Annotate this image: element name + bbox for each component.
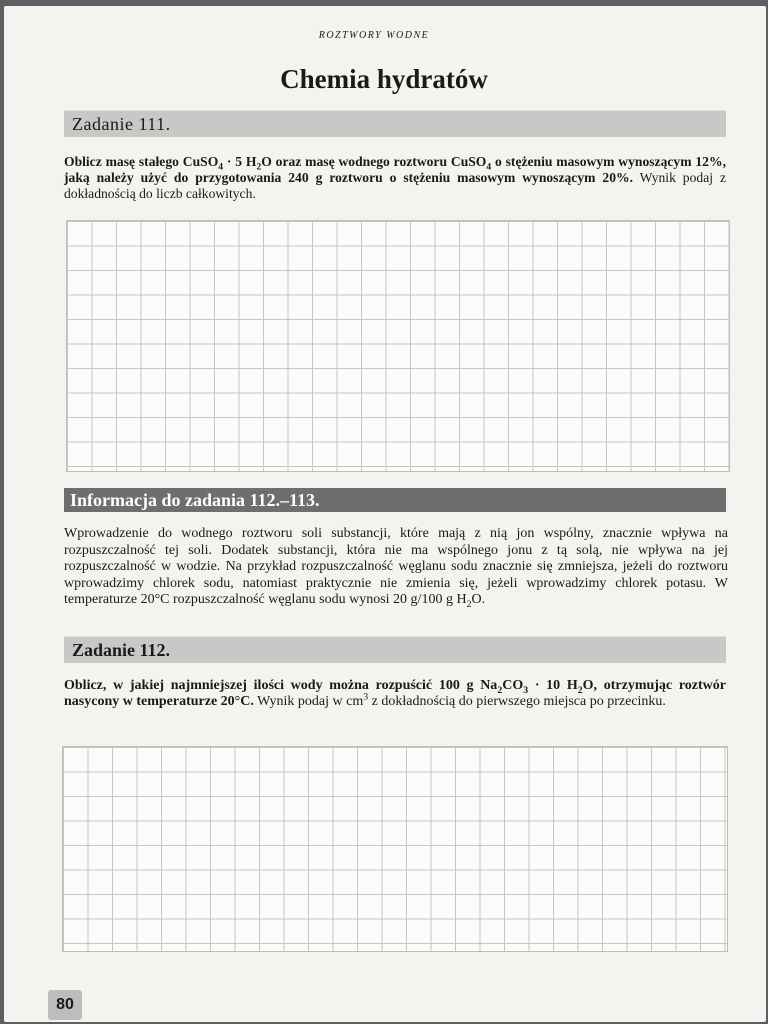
task-112-header <box>64 636 726 663</box>
info-heading: Informacja do zadania 112.–113. <box>70 490 320 510</box>
running-head: ROZTWORY WODNE <box>318 30 430 41</box>
answer-grid-111[interactable] <box>66 220 730 472</box>
info-112-113-text: Wprowadzenie do wodnego roztworu soli substancji, które mają z nią jon wspólny, znacznie wpływa na rozpuszczalność tej soli. Dodatek substancji, która nie ma wspólnego jonu z tą solą, nie wpływa na jej rozpuszczalność w wodzie. Na przykład rozpuszczalność węglanu sodu znacznie się zmniejsza, jeżeli do roztworu wprowadzimy chlorek sodu, natomiast praktycznie nie zmienia się, jeżeli wprowadzimy chlorek potasu. W temperaturze 20°C rozpuszczalność węglanu sodu wynosi 20 g/100 g $H_2O$. <box>64 526 728 610</box>
task-111-header <box>64 110 726 137</box>
info-112-113-header <box>64 488 726 512</box>
page-number: 80 <box>48 990 82 1020</box>
task-111-text: Oblicz masę stałego CuSO$_4$ · 5 $H_2O$ oraz masę wodnego roztworu CuSO$_4$ o stężeniu masowym wynoszącym 12%, jaką należy użyć do przygotowania 240 g roztworu o stężeniu masowym wynoszącym 20%. Wynik podaj z dokładnością do liczb całkowitych. <box>64 154 726 201</box>
workbook-page <box>4 6 766 1022</box>
task-111-heading: Zadanie 111. <box>72 114 171 134</box>
answer-grid-112[interactable] <box>62 746 728 952</box>
task-112-heading: Zadanie 112. <box>72 640 171 660</box>
page-title: Chemia hydratów <box>280 64 488 94</box>
task-112-text: Oblicz, w jakiej najmniejszej ilości wody można rozpuścić 100 g $Na_2CO_3 \cdot 10$ $H_2O$, otrzymując roztwór nasycony w temperaturze 20°C. Wynik podaj w $cm^3$ z dokładnością do pierwszego miejsca po przecinku. <box>64 678 726 709</box>
